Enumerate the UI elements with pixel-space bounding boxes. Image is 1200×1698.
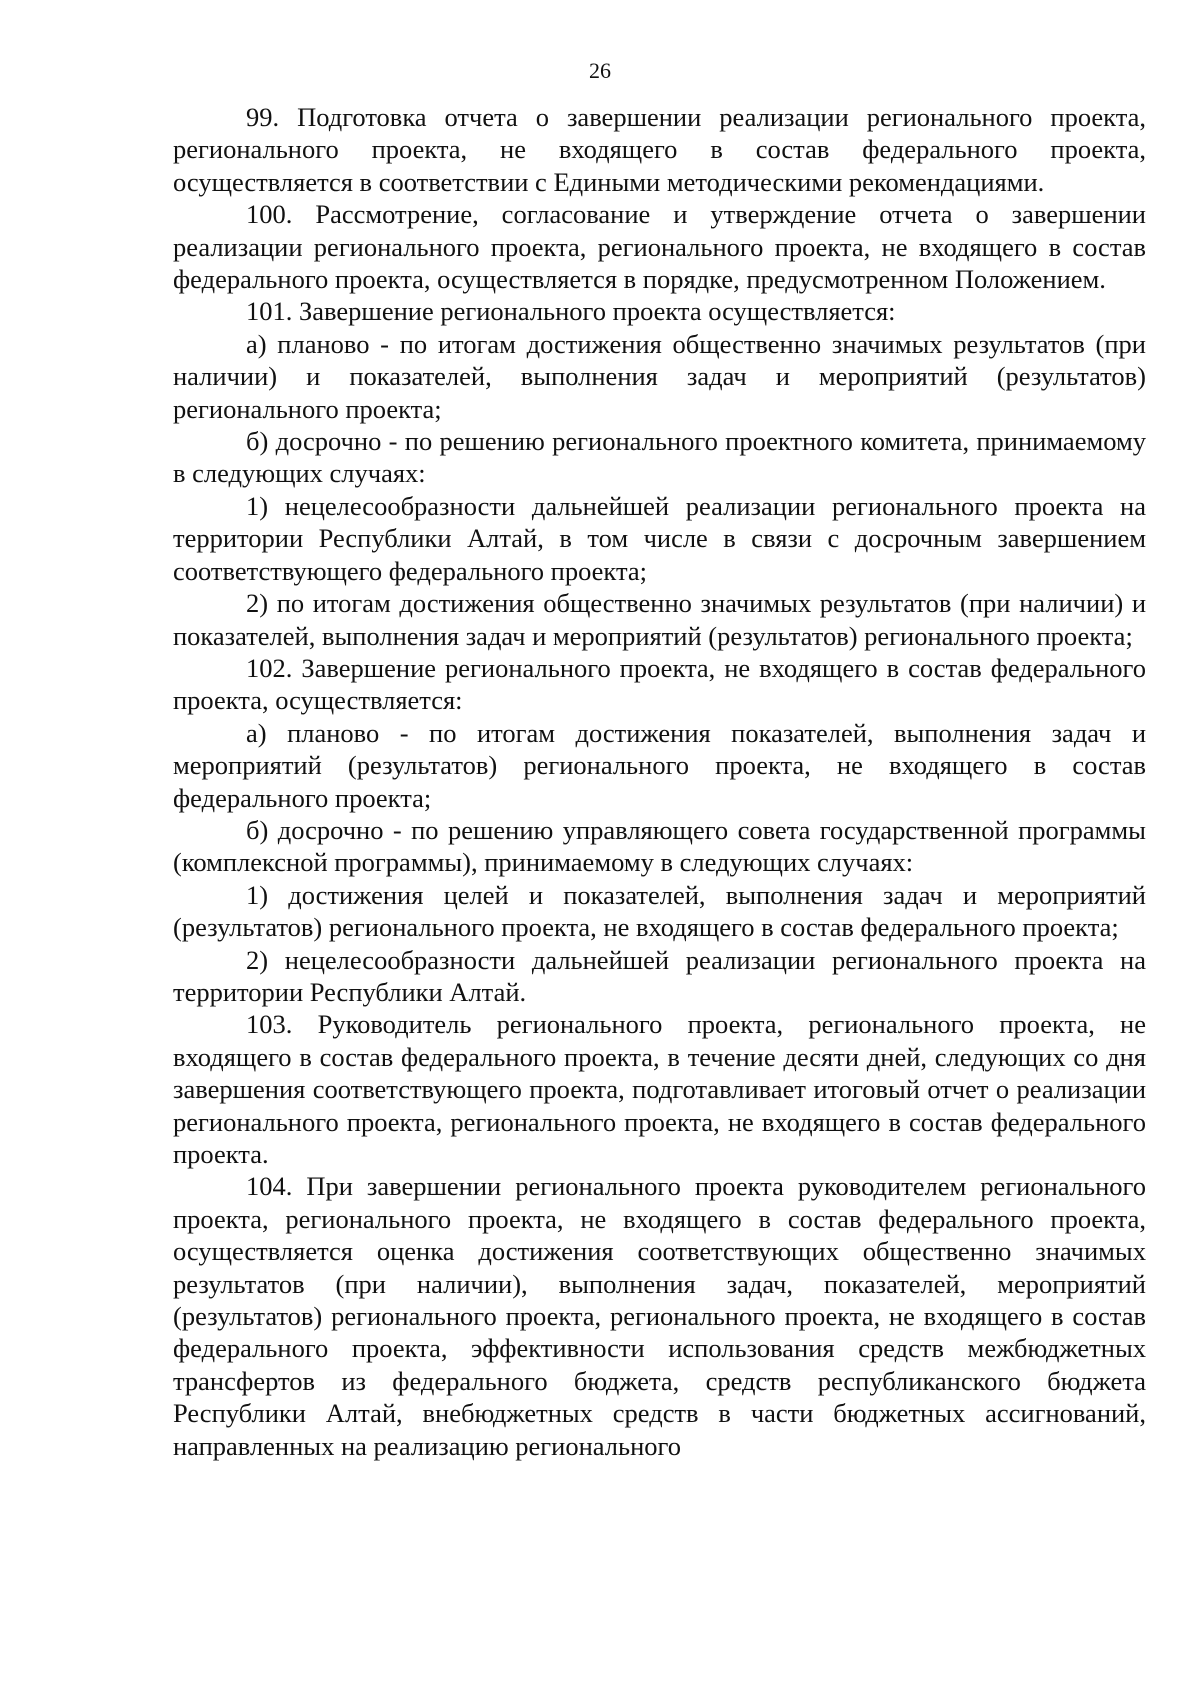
paragraph-101-b-1: 1) нецелесообразности дальнейшей реализации регионального проекта на территории Республики Алтай, в том числе в связи с досрочным завершением соответствующего федерального проекта;	[173, 490, 1146, 586]
paragraph-102-b-1: 1) достижения целей и показателей, выполнения задач и мероприятий (результатов) регионального проекта, не входящего в состав федерального проекта;	[173, 879, 1146, 943]
paragraph-101-a: а) планово - по итогам достижения общественно значимых результатов (при наличии) и показателей, выполнения задач и мероприятий (результатов) регионального проекта;	[173, 328, 1146, 424]
paragraph-99: 99. Подготовка отчета о завершении реализации регионального проекта, регионального проекта, не входящего в состав федерального проекта, осуществляется в соответствии с Едиными методическими рекомендациями.	[173, 102, 1146, 197]
paragraph-101: 101. Завершение регионального проекта осуществляется:	[246, 296, 896, 327]
paragraph-101-b: б) досрочно - по решению регионального проектного комитета, принимаемому в следующих случаях:	[173, 426, 1146, 489]
page-number: 26	[589, 58, 611, 83]
paragraph-102-a: а) планово - по итогам достижения показателей, выполнения задач и мероприятий (результатов) регионального проекта, не входящего в состав федерального проекта;	[173, 717, 1146, 813]
paragraph-104: 104. При завершении регионального проекта руководителем регионального проекта, регионального проекта, не входящего в состав федерального проекта, осуществляется оценка достижения соответствующих общественно значимых результатов (при наличии), выполнения задач, показателей, мероприятий (результатов) регионального проекта, регионального проекта, не входящего в состав федерального проекта, эффективности использования средств межбюджетных трансфертов из федерального бюджета, средств республиканского бюджета Республики Алтай, внебюджетных средств в части бюджетных ассигнований, направленных на реализацию регионального	[173, 1171, 1146, 1461]
document-body	[173, 101, 1146, 1462]
paragraph-103: 103. Руководитель регионального проекта, регионального проекта, не входящего в состав федерального проекта, в течение десяти дней, следующих со дня завершения соответствующего проекта, подготавливает итоговый отчет о реализации регионального проекта, регионального проекта, не входящего в состав федерального проекта.	[173, 1009, 1146, 1169]
paragraph-102-b-2: 2) нецелесообразности дальнейшей реализации регионального проекта на территории Республики Алтай.	[173, 944, 1146, 1007]
paragraph-100: 100. Рассмотрение, согласование и утверждение отчета о завершении реализации регионального проекта, регионального проекта, не входящего в состав федерального проекта, осуществляется в порядке, предусмотренном Положением.	[173, 199, 1146, 295]
paragraph-102: 102. Завершение регионального проекта, не входящего в состав федерального проекта, осуществляется:	[173, 652, 1146, 716]
paragraph-101-b-2: 2) по итогам достижения общественно значимых результатов (при наличии) и показателей, выполнения задач и мероприятий (результатов) регионального проекта;	[173, 588, 1146, 651]
paragraph-102-b: б) досрочно - по решению управляющего совета государственной программы (комплексной программы), принимаемому в следующих случаях:	[173, 814, 1146, 878]
